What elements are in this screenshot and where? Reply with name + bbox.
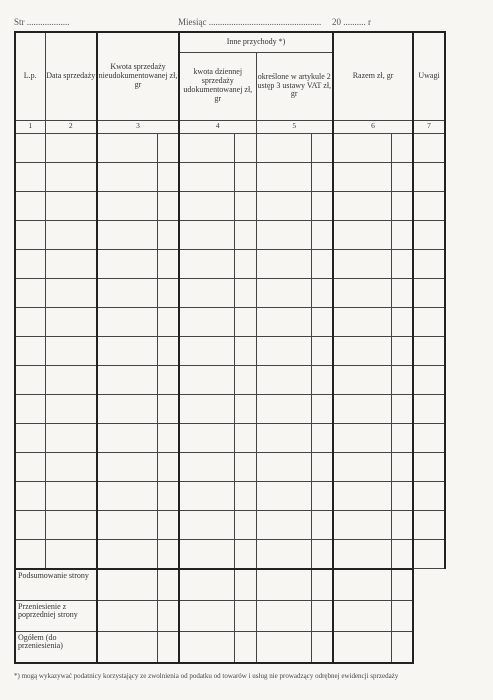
table-row — [15, 191, 445, 220]
summary-row — [15, 569, 445, 601]
entry-cell[interactable] — [45, 452, 97, 481]
entry-cell[interactable] — [45, 510, 97, 539]
entry-cell[interactable] — [45, 220, 97, 249]
entry-cell[interactable] — [179, 481, 234, 510]
summary-cell[interactable] — [157, 631, 179, 663]
entry-cell[interactable] — [234, 452, 256, 481]
entry-cell[interactable] — [15, 539, 45, 569]
entry-cell[interactable] — [45, 162, 97, 191]
entry-cell[interactable] — [391, 481, 413, 510]
entry-cell[interactable] — [256, 394, 311, 423]
header-total: Razem zł, gr — [333, 32, 413, 120]
entry-cell[interactable] — [45, 278, 97, 307]
column-number: 4 — [179, 120, 256, 133]
summary-cell[interactable] — [311, 631, 333, 663]
entry-cell[interactable] — [413, 481, 445, 510]
entry-cell[interactable] — [157, 423, 179, 452]
footnote: *) mogą wykazywać podatnicy korzystający ze zwolnienia od podatku od towarów i usług nie prowadzący odrębnej ewidencji sprzedaży — [14, 672, 399, 680]
entry-cell[interactable] — [97, 365, 157, 394]
entry-cell[interactable] — [256, 481, 311, 510]
entry-cell[interactable] — [179, 191, 234, 220]
page-number-field[interactable]: Str ................... — [14, 17, 70, 27]
entry-cell[interactable] — [157, 278, 179, 307]
entry-cell[interactable] — [234, 481, 256, 510]
entry-cell[interactable] — [413, 133, 445, 162]
header-article-2: określone w artykule 2 ustęp 3 ustawy VAT zł, gr — [256, 52, 333, 120]
entry-cell[interactable] — [15, 510, 45, 539]
table-row — [15, 278, 445, 307]
entry-cell[interactable] — [333, 365, 391, 394]
header-notes: Uwagi — [413, 32, 445, 120]
entry-cell[interactable] — [157, 539, 179, 569]
entry-cell[interactable] — [45, 336, 97, 365]
entry-cell[interactable] — [413, 365, 445, 394]
entry-cell[interactable] — [413, 394, 445, 423]
entry-cell[interactable] — [234, 162, 256, 191]
summary-cell[interactable] — [97, 569, 157, 601]
entry-cell[interactable] — [256, 278, 311, 307]
entry-cell[interactable] — [311, 481, 333, 510]
entry-cell[interactable] — [413, 249, 445, 278]
entry-cell[interactable] — [256, 423, 311, 452]
entry-cell[interactable] — [333, 133, 391, 162]
entry-cell[interactable] — [333, 481, 391, 510]
table-row — [15, 452, 445, 481]
entry-cell[interactable] — [97, 423, 157, 452]
summary-cell[interactable] — [157, 600, 179, 631]
entry-cell[interactable] — [179, 452, 234, 481]
entry-cell[interactable] — [179, 307, 234, 336]
entry-cell[interactable] — [45, 249, 97, 278]
summary-cell[interactable] — [179, 569, 234, 601]
entry-cell[interactable] — [15, 336, 45, 365]
entry-cell[interactable] — [311, 539, 333, 569]
table-row — [15, 307, 445, 336]
table-row — [15, 249, 445, 278]
entry-cell[interactable] — [45, 191, 97, 220]
entry-cell[interactable] — [15, 162, 45, 191]
entry-cell[interactable] — [97, 394, 157, 423]
entry-cell[interactable] — [311, 162, 333, 191]
entry-cell[interactable] — [391, 394, 413, 423]
entry-cell[interactable] — [311, 133, 333, 162]
entry-cell[interactable] — [157, 365, 179, 394]
entry-cell[interactable] — [45, 481, 97, 510]
table-row — [15, 162, 445, 191]
header-undocumented-amount: Kwota sprzedaży nieudokumentowanej zł, gr — [97, 32, 179, 120]
entry-cell[interactable] — [234, 133, 256, 162]
entry-cell[interactable] — [234, 365, 256, 394]
entry-cell[interactable] — [97, 336, 157, 365]
entry-cell[interactable] — [391, 133, 413, 162]
entry-cell[interactable] — [157, 336, 179, 365]
entry-cell[interactable] — [311, 365, 333, 394]
header-sale-date: Data sprzedaży — [45, 32, 97, 120]
entry-cell[interactable] — [157, 394, 179, 423]
entry-cell[interactable] — [97, 220, 157, 249]
entry-cell[interactable] — [333, 336, 391, 365]
header-other-income: Inne przychody *) — [179, 32, 333, 52]
entry-cell[interactable] — [234, 539, 256, 569]
header-daily-documented: kwota dziennej sprzedaży udokumentowanej zł, gr — [179, 52, 256, 120]
entry-cell[interactable] — [256, 539, 311, 569]
entry-cell[interactable] — [97, 539, 157, 569]
entry-cell[interactable] — [311, 278, 333, 307]
entry-cell[interactable] — [391, 365, 413, 394]
entry-cell[interactable] — [234, 307, 256, 336]
entry-cell[interactable] — [311, 452, 333, 481]
ledger-body — [15, 133, 445, 663]
entry-cell[interactable] — [333, 220, 391, 249]
entry-cell[interactable] — [157, 510, 179, 539]
entry-cell[interactable] — [234, 220, 256, 249]
entry-cell[interactable] — [97, 307, 157, 336]
entry-cell[interactable] — [157, 133, 179, 162]
entry-cell[interactable] — [311, 307, 333, 336]
entry-cell[interactable] — [413, 539, 445, 569]
table-row — [15, 423, 445, 452]
entry-cell[interactable] — [97, 133, 157, 162]
entry-cell[interactable] — [256, 191, 311, 220]
entry-cell[interactable] — [256, 133, 311, 162]
entry-cell[interactable] — [256, 510, 311, 539]
summary-label: Ogółem (do przeniesienia) — [15, 631, 97, 663]
entry-cell[interactable] — [311, 336, 333, 365]
entry-cell[interactable] — [45, 394, 97, 423]
entry-cell[interactable] — [391, 278, 413, 307]
entry-cell[interactable] — [97, 452, 157, 481]
table-row — [15, 133, 445, 162]
column-number: 5 — [256, 120, 333, 133]
entry-cell[interactable] — [179, 423, 234, 452]
entry-cell[interactable] — [179, 220, 234, 249]
entry-cell[interactable] — [15, 191, 45, 220]
summary-cell[interactable] — [179, 600, 234, 631]
entry-cell[interactable] — [391, 423, 413, 452]
column-number: 3 — [97, 120, 179, 133]
entry-cell[interactable] — [157, 307, 179, 336]
entry-cell[interactable] — [413, 510, 445, 539]
entry-cell[interactable] — [391, 510, 413, 539]
year-field[interactable]: 20 .......... r — [332, 17, 371, 27]
notes-blank — [413, 631, 445, 663]
entry-cell[interactable] — [333, 423, 391, 452]
entry-cell[interactable] — [413, 162, 445, 191]
entry-cell[interactable] — [333, 539, 391, 569]
entry-cell[interactable] — [179, 336, 234, 365]
summary-cell[interactable] — [333, 600, 391, 631]
entry-cell[interactable] — [15, 423, 45, 452]
summary-row — [15, 600, 445, 631]
entry-cell[interactable] — [15, 307, 45, 336]
entry-cell[interactable] — [157, 452, 179, 481]
column-number-row — [15, 120, 445, 133]
entry-cell[interactable] — [413, 423, 445, 452]
entry-cell[interactable] — [333, 510, 391, 539]
entry-cell[interactable] — [15, 365, 45, 394]
entry-cell[interactable] — [179, 510, 234, 539]
entry-cell[interactable] — [333, 249, 391, 278]
summary-label: Przeniesienie z poprzedniej strony — [15, 600, 97, 631]
entry-cell[interactable] — [413, 278, 445, 307]
summary-cell[interactable] — [311, 600, 333, 631]
column-number: 7 — [413, 120, 445, 133]
entry-cell[interactable] — [234, 423, 256, 452]
notes-blank — [413, 600, 445, 631]
summary-cell[interactable] — [97, 631, 157, 663]
entry-cell[interactable] — [234, 249, 256, 278]
entry-cell[interactable] — [311, 249, 333, 278]
entry-cell[interactable] — [256, 220, 311, 249]
page-header-line — [14, 17, 473, 31]
table-row — [15, 365, 445, 394]
entry-cell[interactable] — [45, 423, 97, 452]
summary-row — [15, 631, 445, 663]
entry-cell[interactable] — [97, 249, 157, 278]
entry-cell[interactable] — [391, 249, 413, 278]
entry-cell[interactable] — [179, 133, 234, 162]
entry-cell[interactable] — [413, 191, 445, 220]
summary-cell[interactable] — [256, 600, 311, 631]
summary-cell[interactable] — [311, 569, 333, 601]
summary-cell[interactable] — [234, 600, 256, 631]
table-row — [15, 336, 445, 365]
entry-cell[interactable] — [179, 365, 234, 394]
entry-cell[interactable] — [45, 365, 97, 394]
entry-cell[interactable] — [333, 452, 391, 481]
entry-cell[interactable] — [15, 220, 45, 249]
notes-blank — [413, 569, 445, 601]
summary-label: Podsumowanie strony — [15, 569, 97, 601]
entry-cell[interactable] — [45, 539, 97, 569]
entry-cell[interactable] — [234, 510, 256, 539]
entry-cell[interactable] — [97, 278, 157, 307]
entry-cell[interactable] — [179, 394, 234, 423]
entry-cell[interactable] — [45, 307, 97, 336]
column-number: 2 — [45, 120, 97, 133]
entry-cell[interactable] — [97, 481, 157, 510]
entry-cell[interactable] — [157, 249, 179, 278]
column-number: 1 — [15, 120, 45, 133]
table-row — [15, 510, 445, 539]
summary-cell[interactable] — [157, 569, 179, 601]
entry-cell[interactable] — [179, 249, 234, 278]
entry-cell[interactable] — [391, 336, 413, 365]
entry-cell[interactable] — [15, 452, 45, 481]
entry-cell[interactable] — [256, 452, 311, 481]
summary-cell[interactable] — [391, 600, 413, 631]
table-row — [15, 394, 445, 423]
entry-cell[interactable] — [391, 307, 413, 336]
summary-cell[interactable] — [391, 631, 413, 663]
summary-cell[interactable] — [234, 569, 256, 601]
entry-cell[interactable] — [413, 307, 445, 336]
table-row — [15, 220, 445, 249]
table-row — [15, 481, 445, 510]
sales-ledger-table — [14, 31, 446, 664]
entry-cell[interactable] — [45, 133, 97, 162]
month-field[interactable]: Miesiąc .................................................. — [178, 17, 322, 27]
entry-cell[interactable] — [333, 278, 391, 307]
entry-cell[interactable] — [15, 481, 45, 510]
table-row — [15, 539, 445, 569]
entry-cell[interactable] — [15, 249, 45, 278]
entry-cell[interactable] — [311, 220, 333, 249]
entry-cell[interactable] — [311, 510, 333, 539]
entry-cell[interactable] — [179, 162, 234, 191]
entry-cell[interactable] — [333, 191, 391, 220]
entry-cell[interactable] — [256, 336, 311, 365]
summary-cell[interactable] — [333, 631, 391, 663]
entry-cell[interactable] — [333, 307, 391, 336]
entry-cell[interactable] — [413, 220, 445, 249]
entry-cell[interactable] — [97, 162, 157, 191]
entry-cell[interactable] — [157, 481, 179, 510]
entry-cell[interactable] — [311, 423, 333, 452]
entry-cell[interactable] — [333, 162, 391, 191]
entry-cell[interactable] — [391, 191, 413, 220]
column-number: 6 — [333, 120, 413, 133]
entry-cell[interactable] — [157, 220, 179, 249]
summary-cell[interactable] — [256, 569, 311, 601]
summary-cell[interactable] — [234, 631, 256, 663]
entry-cell[interactable] — [97, 191, 157, 220]
entry-cell[interactable] — [234, 191, 256, 220]
entry-cell[interactable] — [97, 510, 157, 539]
entry-cell[interactable] — [311, 394, 333, 423]
entry-cell[interactable] — [234, 394, 256, 423]
entry-cell[interactable] — [333, 394, 391, 423]
entry-cell[interactable] — [234, 278, 256, 307]
summary-cell[interactable] — [256, 631, 311, 663]
summary-cell[interactable] — [179, 631, 234, 663]
entry-cell[interactable] — [311, 191, 333, 220]
summary-cell[interactable] — [333, 569, 391, 601]
entry-cell[interactable] — [157, 191, 179, 220]
entry-cell[interactable] — [15, 278, 45, 307]
entry-cell[interactable] — [179, 278, 234, 307]
entry-cell[interactable] — [391, 539, 413, 569]
entry-cell[interactable] — [391, 220, 413, 249]
entry-cell[interactable] — [157, 162, 179, 191]
entry-cell[interactable] — [15, 394, 45, 423]
entry-cell[interactable] — [256, 365, 311, 394]
entry-cell[interactable] — [234, 336, 256, 365]
summary-cell[interactable] — [391, 569, 413, 601]
entry-cell[interactable] — [391, 162, 413, 191]
entry-cell[interactable] — [256, 162, 311, 191]
entry-cell[interactable] — [413, 452, 445, 481]
entry-cell[interactable] — [413, 336, 445, 365]
entry-cell[interactable] — [256, 249, 311, 278]
entry-cell[interactable] — [15, 133, 45, 162]
entry-cell[interactable] — [391, 452, 413, 481]
header-lp: L.p. — [15, 32, 45, 120]
summary-cell[interactable] — [97, 600, 157, 631]
entry-cell[interactable] — [179, 539, 234, 569]
entry-cell[interactable] — [256, 307, 311, 336]
